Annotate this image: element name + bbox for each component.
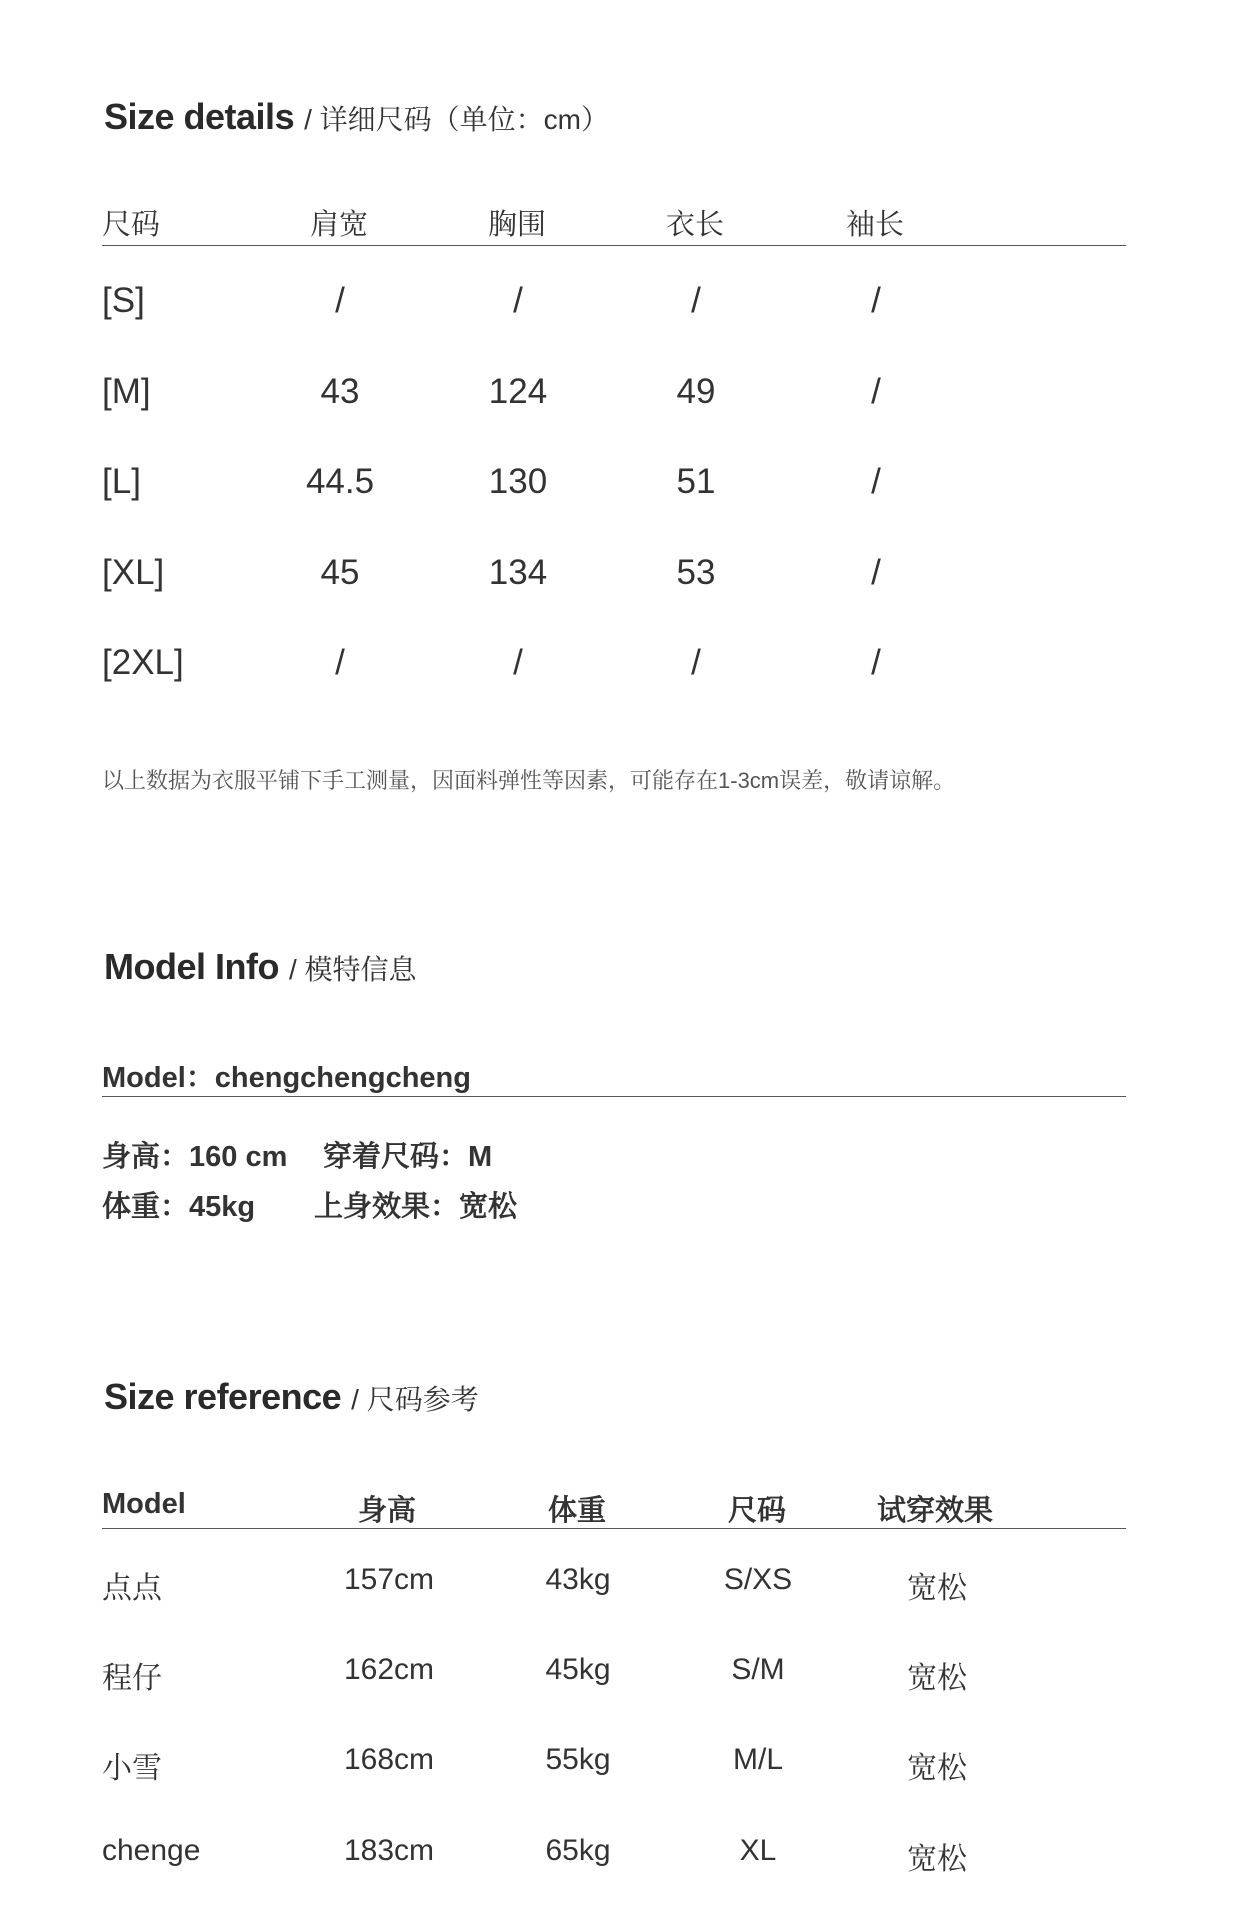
sleeve-value: / (871, 553, 881, 592)
size-label: [2XL] (102, 643, 184, 682)
weight-cell: 55kg (545, 1743, 611, 1776)
size-reference-title-en: Size reference (104, 1376, 342, 1417)
weight-cell: 65kg (545, 1834, 611, 1867)
shoulder-value: 43 (320, 372, 360, 411)
model-info-title (104, 946, 417, 988)
col-header-length: 衣长 (666, 209, 725, 241)
size-details-title (104, 96, 609, 138)
size-reference-title (104, 1376, 479, 1418)
size-cell: XL (739, 1834, 777, 1867)
measurement-note: 以上数据为衣服平铺下手工测量，因面料弹性等因素，可能存在1-3cm误差，敬请谅解。 (102, 768, 956, 793)
fit-cell: 宽松 (907, 1752, 967, 1785)
model-info-title-cn: / 模特信息 (288, 954, 417, 985)
model-height: 身高：160 cm (102, 1141, 288, 1173)
model-name-cell: 点点 (102, 1572, 162, 1605)
fit-cell: 宽松 (907, 1843, 967, 1876)
chest-value: 124 (488, 372, 548, 411)
sleeve-value: / (871, 643, 881, 682)
length-value: 51 (676, 462, 716, 501)
shoulder-value: / (335, 643, 345, 682)
size-cell: S/XS (723, 1563, 793, 1596)
col-header-size: 尺码 (728, 1495, 787, 1527)
height-cell: 157cm (343, 1563, 435, 1596)
chest-value: 134 (488, 553, 548, 592)
sleeve-value: / (871, 372, 881, 411)
model-info-title-en: Model Info (104, 946, 279, 987)
model-size-worn: 穿着尺码：M (323, 1141, 493, 1173)
height-cell: 168cm (343, 1743, 435, 1776)
col-header-weight: 体重 (548, 1495, 607, 1527)
fit-cell: 宽松 (907, 1662, 967, 1695)
size-cell: M/L (732, 1743, 784, 1776)
model-name-cell: 程仔 (102, 1662, 162, 1695)
col-header-model: Model (102, 1488, 186, 1520)
size-reference-title-cn: / 尺码参考 (351, 1384, 479, 1415)
size-label: [S] (102, 281, 145, 320)
length-value: 49 (676, 372, 716, 411)
col-header-shoulder: 肩宽 (310, 209, 369, 241)
shoulder-value: 44.5 (305, 462, 375, 501)
fit-cell: 宽松 (907, 1572, 967, 1605)
length-value: / (691, 643, 701, 682)
length-value: / (691, 281, 701, 320)
size-label: [L] (102, 462, 141, 501)
model-fit: 上身效果：宽松 (314, 1191, 518, 1223)
col-header-size: 尺码 (102, 209, 161, 241)
model-name-cell: 小雪 (102, 1752, 162, 1785)
weight-cell: 45kg (545, 1653, 611, 1686)
chest-value: / (513, 281, 523, 320)
height-cell: 183cm (343, 1834, 435, 1867)
size-label: [M] (102, 372, 151, 411)
chest-value: / (513, 643, 523, 682)
size-reference-header-rule (102, 1528, 1126, 1529)
col-header-height: 身高 (358, 1495, 417, 1527)
size-details-title-cn: / 详细尺码（单位：cm） (304, 104, 609, 135)
shoulder-value: 45 (320, 553, 360, 592)
model-name-cell: chenge (102, 1834, 201, 1867)
chest-value: 130 (488, 462, 548, 501)
size-details-header-rule (102, 245, 1126, 246)
height-cell: 162cm (343, 1653, 435, 1686)
col-header-sleeve: 袖长 (846, 209, 905, 241)
size-cell: S/M (731, 1653, 785, 1686)
sleeve-value: / (871, 462, 881, 501)
size-details-title-en: Size details (104, 96, 295, 137)
sleeve-value: / (871, 281, 881, 320)
weight-cell: 43kg (545, 1563, 611, 1596)
model-name: Model：chengchengcheng (102, 1062, 471, 1094)
col-header-chest: 胸围 (488, 209, 547, 241)
model-info-rule (102, 1096, 1126, 1097)
shoulder-value: / (335, 281, 345, 320)
length-value: 53 (676, 553, 716, 592)
model-weight: 体重：45kg (102, 1191, 256, 1223)
size-label: [XL] (102, 553, 165, 592)
col-header-fit: 试穿效果 (877, 1495, 994, 1527)
